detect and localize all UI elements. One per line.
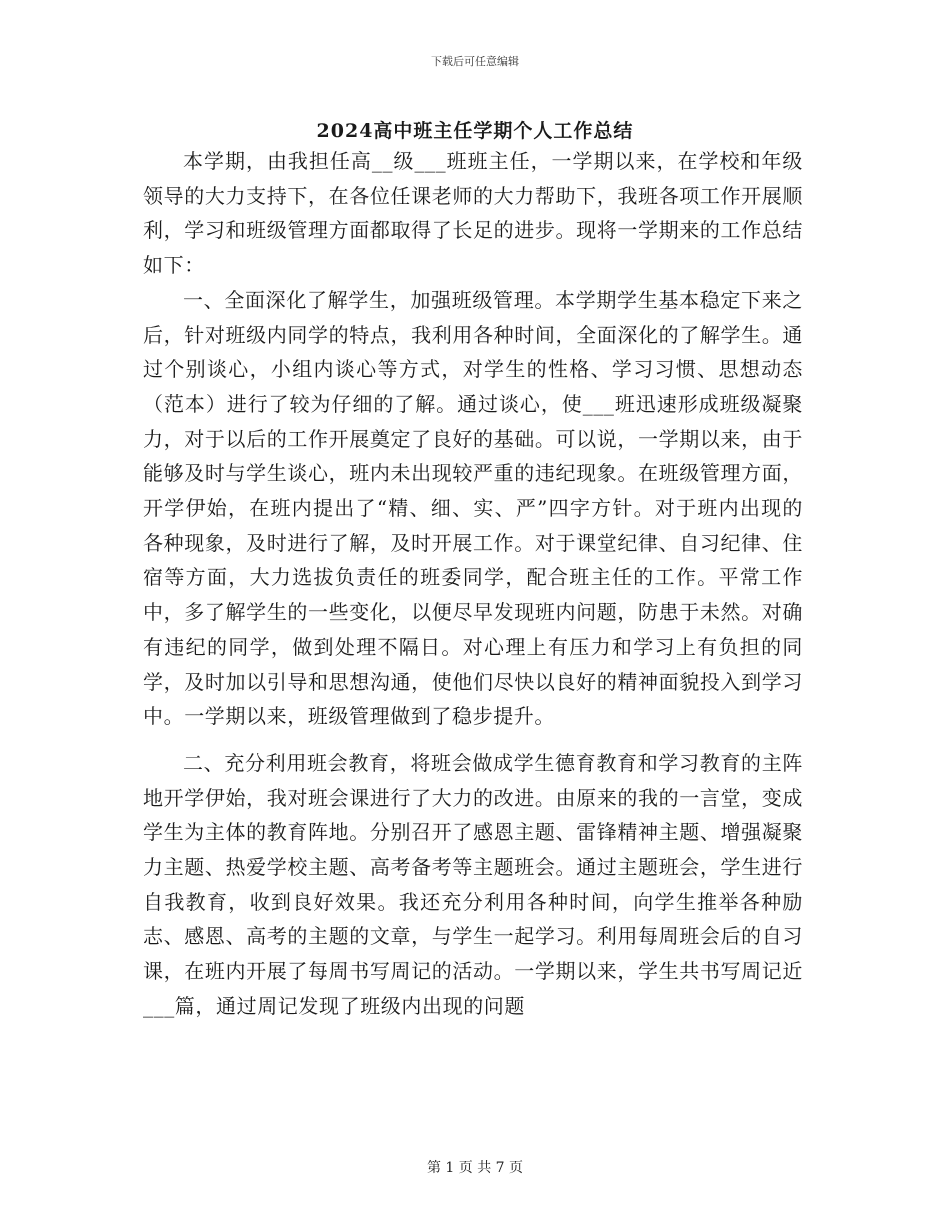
paragraph-section-1: 一、全面深化了解学生，加强班级管理。本学期学生基本稳定下来之后，针对班级内同学的特点，我利用各种时间，全面深化的了解学生。通过个别谈心，小组内谈心等方式，对学生的性格、学习习惯、思想动态（范本）进行了较为仔细的了解。通过谈心，使___班迅速形成班级凝聚力，对于以后的工作开展奠定了良好的基础。可以说，一学期以来，由于能够及时与学生谈心，班内未出现较严重的违纪现象。在班级管理方面，开学伊始，在班内提出了“精、细、实、严”四字方针。对于班内出现的各种现象，及时进行了解，及时开展工作。对于课堂纪律、自习纪律、住宿等方面，大力选拔负责任的班委同学，配合班主任的工作。平常工作中，多了解学生的一些变化，以便尽早发现班内问题，防患于未然。对确有违纪的同学，做到处理不隔日。对心理上有压力和学习上有负担的同学，及时加以引导和思想沟通，使他们尽快以良好的精神面貌投入到学习中。一学期以来，班级管理做到了稳步提升。 xyxy=(143,287,803,729)
page-number: 第 1 页 共 7 页 xyxy=(426,1160,524,1176)
paragraph-intro: 本学期，由我担任高__级___班班主任，一学期以来，在学校和年级领导的大力支持下，在各位任课老师的大力帮助下，我班各项工作开展顺利，学习和班级管理方面都取得了长足的进步。现将一学期来的工作总结如下： xyxy=(143,149,803,278)
document-title: 2024高中班主任学期个人工作总结 xyxy=(316,120,634,142)
document-body xyxy=(143,144,803,1024)
header-note: 下载后可任意编辑 xyxy=(431,55,519,68)
paragraph-section-2: 二、充分利用班会教育，将班会做成学生德育教育和学习教育的主阵地开学伊始，我对班会课进行了大力的改进。由原来的我的一言堂，变成学生为主体的教育阵地。分别召开了感恩主题、雷锋精神主题、增强凝聚力主题、热爱学校主题、高考备考等主题班会。通过主题班会，学生进行自我教育，收到良好效果。我还充分利用各种时间，向学生推举各种励志、感恩、高考的主题的文章，与学生一起学习。利用每周班会后的自习课，在班内开展了每周书写周记的活动。一学期以来，学生共书写周记近___篇，通过周记发现了班级内出现的问题 xyxy=(143,750,803,1018)
